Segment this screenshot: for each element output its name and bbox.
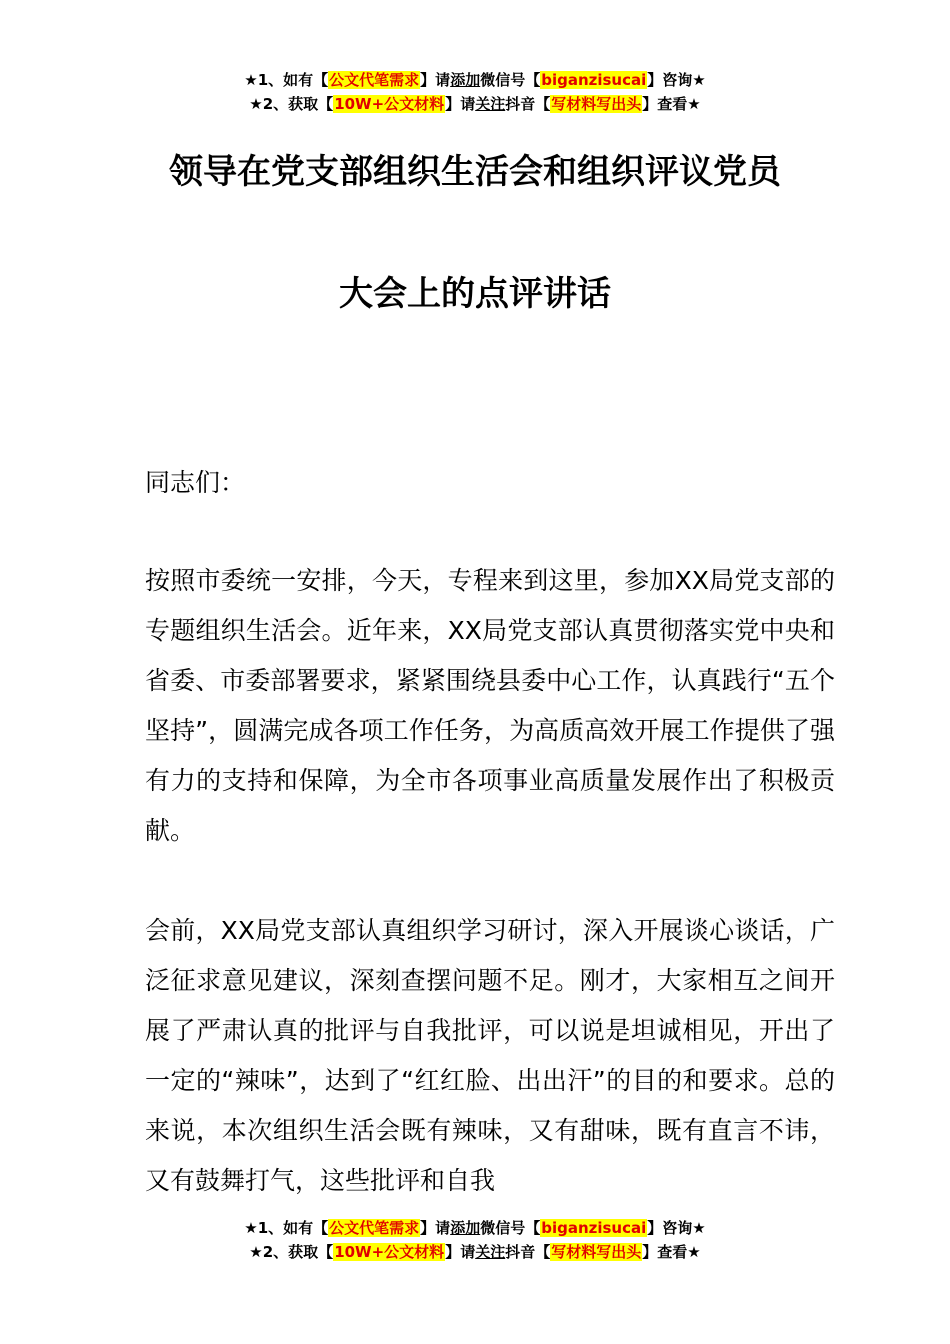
banner-line-1 <box>0 1216 950 1240</box>
banner-text: ★1、如有【 <box>244 1219 329 1237</box>
banner-text: 】请 <box>445 1243 476 1261</box>
highlight-text: biganzisucai <box>541 1219 647 1237</box>
header-banner <box>0 68 950 116</box>
underlined-text: 添加 <box>450 1219 481 1237</box>
underlined-text: 关注 <box>475 95 506 113</box>
banner-line-2 <box>0 92 950 116</box>
banner-text: 微信号【 <box>480 71 541 89</box>
salutation: 同志们： <box>145 468 246 497</box>
underlined-text: 添加 <box>450 71 481 89</box>
highlight-text: 写材料写出头 <box>551 95 642 113</box>
footer-banner <box>0 1216 950 1264</box>
highlight-text: biganzisucai <box>541 71 647 89</box>
banner-text: 抖音【 <box>505 95 551 113</box>
highlight-text: 10W+公文材料 <box>334 1243 445 1261</box>
highlight-text: 写材料写出头 <box>551 1243 642 1261</box>
banner-text: ★2、获取【 <box>249 1243 334 1261</box>
document-title-line-2: 大会上的点评讲话 <box>339 274 611 314</box>
document-title-line-1: 领导在党支部组织生活会和组织评议党员 <box>169 152 781 192</box>
banner-line-2 <box>0 1240 950 1264</box>
banner-text: 微信号【 <box>480 1219 541 1237</box>
body-paragraph-1: 按照市委统一安排，今天，专程来到这里，参加XX局党支部的专题组织生活会。近年来，XX局党支部认真贯彻落实党中央和省委、市委部署要求，紧紧围绕县委中心工作，认真践行“五个坚持”，圆满完成各项工作任务，为高质高效开展工作提供了强有力的支持和保障，为全市各项事业高质量发展作出了积极贡献。 <box>145 566 835 845</box>
underlined-text: 关注 <box>475 1243 506 1261</box>
highlight-text: 10W+公文材料 <box>334 95 445 113</box>
banner-text: 】查看★ <box>642 95 701 113</box>
banner-text: 】请 <box>420 1219 451 1237</box>
banner-text: 】请 <box>445 95 476 113</box>
body-paragraph-2: 会前，XX局党支部认真组织学习研讨，深入开展谈心谈话，广泛征求意见建议，深刻查摆问题不足。刚才，大家相互之间开展了严肃认真的批评与自我批评，可以说是坦诚相见，开出了一定的“辣味”，达到了“红红脸、出出汗”的目的和要求。总的来说，本次组织生活会既有辣味，又有甜味，既有直言不讳，又有鼓舞打气，这些批评和自我 <box>145 916 835 1195</box>
highlight-text: 公文代笔需求 <box>329 1219 420 1237</box>
banner-text: 抖音【 <box>505 1243 551 1261</box>
banner-text: ★2、获取【 <box>249 95 334 113</box>
highlight-text: 公文代笔需求 <box>329 71 420 89</box>
banner-text: 】咨询★ <box>647 71 706 89</box>
banner-line-1 <box>0 68 950 92</box>
banner-text: 】请 <box>420 71 451 89</box>
banner-text: ★1、如有【 <box>244 71 329 89</box>
banner-text: 】咨询★ <box>647 1219 706 1237</box>
banner-text: 】查看★ <box>642 1243 701 1261</box>
